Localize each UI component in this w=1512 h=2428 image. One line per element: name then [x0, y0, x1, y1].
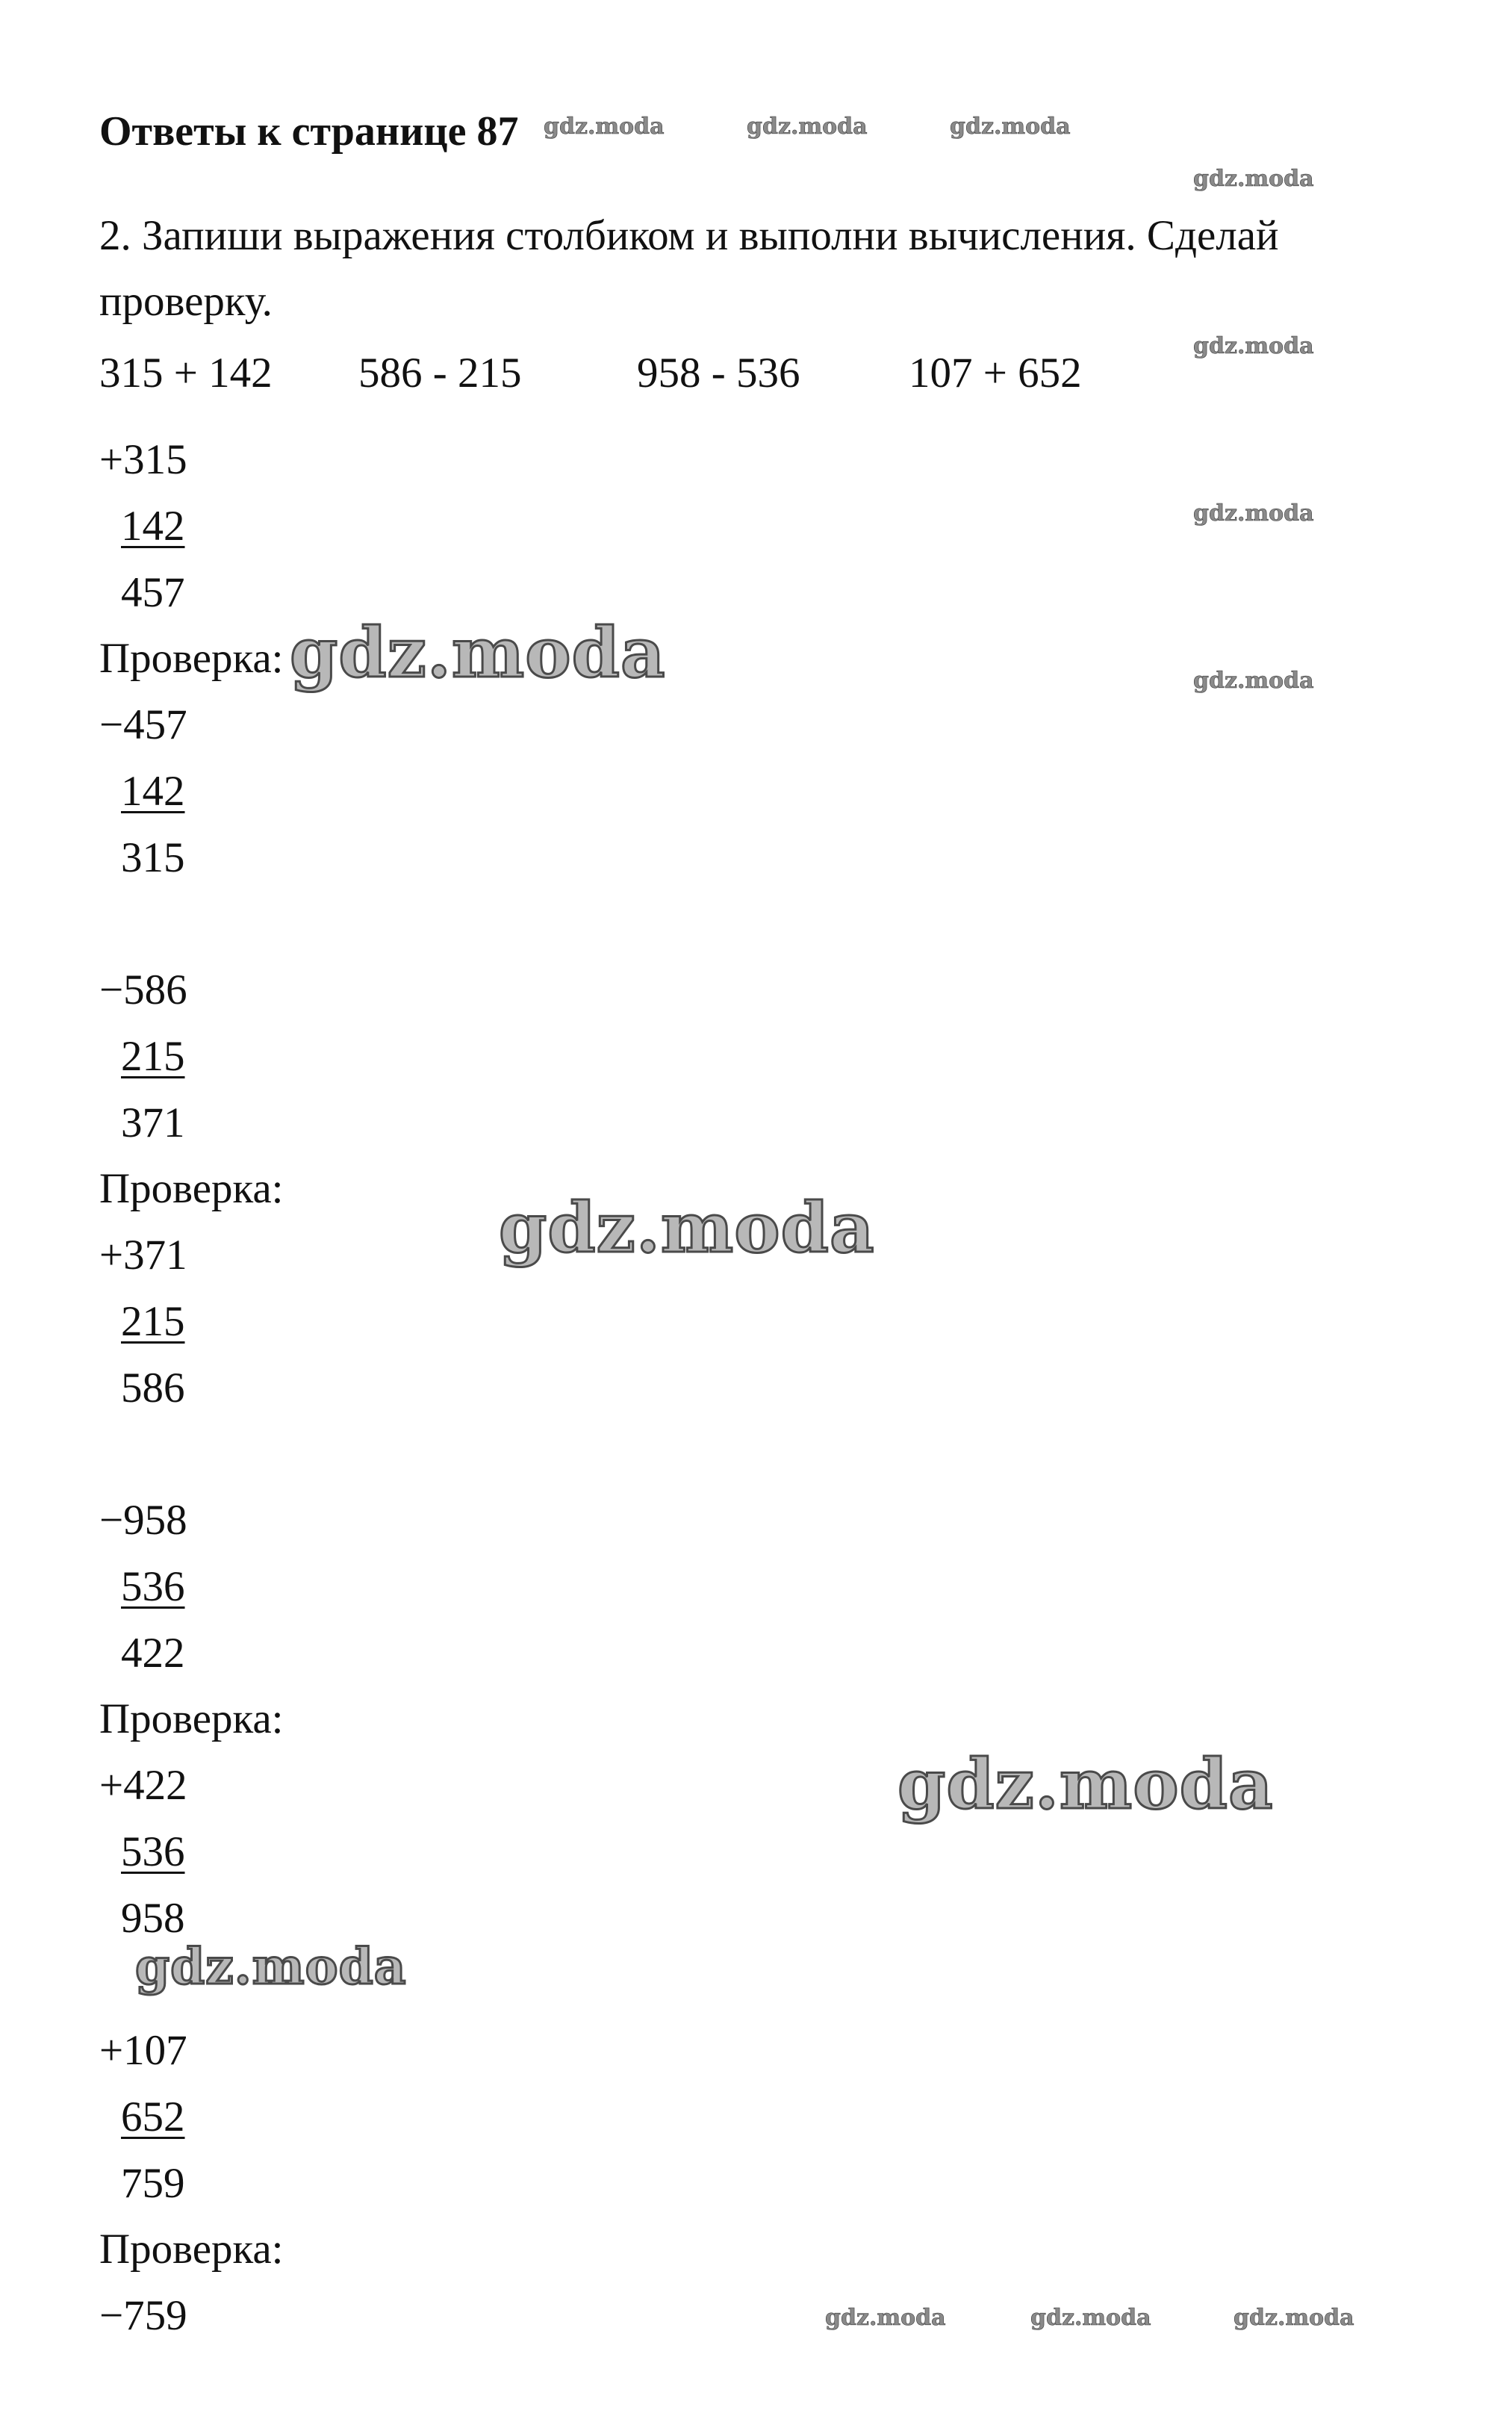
calc-3-operand: −958: [99, 1497, 187, 1544]
check-1-result: 315: [121, 834, 185, 881]
check-1-second-operand: 142: [121, 768, 185, 815]
watermark-small: gdz.moda: [1030, 2305, 1151, 2331]
check-3-second-operand: 536: [121, 1828, 185, 1875]
watermark-large: gdz.moda: [290, 612, 666, 693]
calc-2-operand: −586: [99, 966, 187, 1013]
watermark-small: gdz.moda: [1193, 668, 1314, 694]
watermark-small: gdz.moda: [950, 114, 1071, 140]
expression-2: 586 - 215: [358, 350, 522, 397]
page-heading: Ответы к странице 87: [99, 108, 519, 155]
expression-3: 958 - 536: [637, 350, 800, 397]
watermark-large: gdz.moda: [135, 1937, 407, 1996]
calc-4-result: 759: [121, 2160, 185, 2207]
watermark-small: gdz.moda: [825, 2305, 946, 2331]
watermark-small: gdz.moda: [747, 114, 868, 140]
check-label-4: Проверка:: [99, 2226, 284, 2273]
calc-2-result: 371: [121, 1099, 185, 1146]
check-2-result: 586: [121, 1364, 185, 1412]
check-label-1: Проверка:: [99, 635, 284, 682]
check-3-result: 958: [121, 1895, 185, 1942]
check-label-3: Проверка:: [99, 1695, 284, 1742]
watermark-small: gdz.moda: [1193, 333, 1314, 359]
watermark-small: gdz.moda: [544, 114, 665, 140]
calc-3-second-operand: 536: [121, 1563, 185, 1610]
watermark-small: gdz.moda: [1193, 166, 1314, 192]
calc-1-operand: +315: [99, 436, 187, 483]
watermark-large: gdz.moda: [499, 1187, 875, 1268]
expression-1: 315 + 142: [99, 350, 273, 397]
watermark-small: gdz.moda: [1233, 2305, 1354, 2331]
check-3-operand: +422: [99, 1762, 187, 1809]
watermark-small: gdz.moda: [1193, 500, 1314, 527]
calc-4-second-operand: 652: [121, 2093, 185, 2140]
check-4-operand: −759: [99, 2292, 187, 2339]
task-text: 2. Запиши выражения столбиком и выполни вычисления. Сделай проверку.: [99, 212, 1279, 325]
calc-4-operand: +107: [99, 2027, 187, 2074]
calc-1-second-operand: 142: [121, 503, 185, 550]
watermark-large: gdz.moda: [897, 1744, 1274, 1825]
check-label-2: Проверка:: [99, 1165, 284, 1212]
calc-2-second-operand: 215: [121, 1033, 185, 1080]
check-1-operand: −457: [99, 701, 187, 748]
calc-3-result: 422: [121, 1630, 185, 1677]
check-2-second-operand: 215: [121, 1298, 185, 1345]
calc-1-result: 457: [121, 569, 185, 616]
expression-4: 107 + 652: [909, 350, 1082, 397]
check-2-operand: +371: [99, 1232, 187, 1279]
